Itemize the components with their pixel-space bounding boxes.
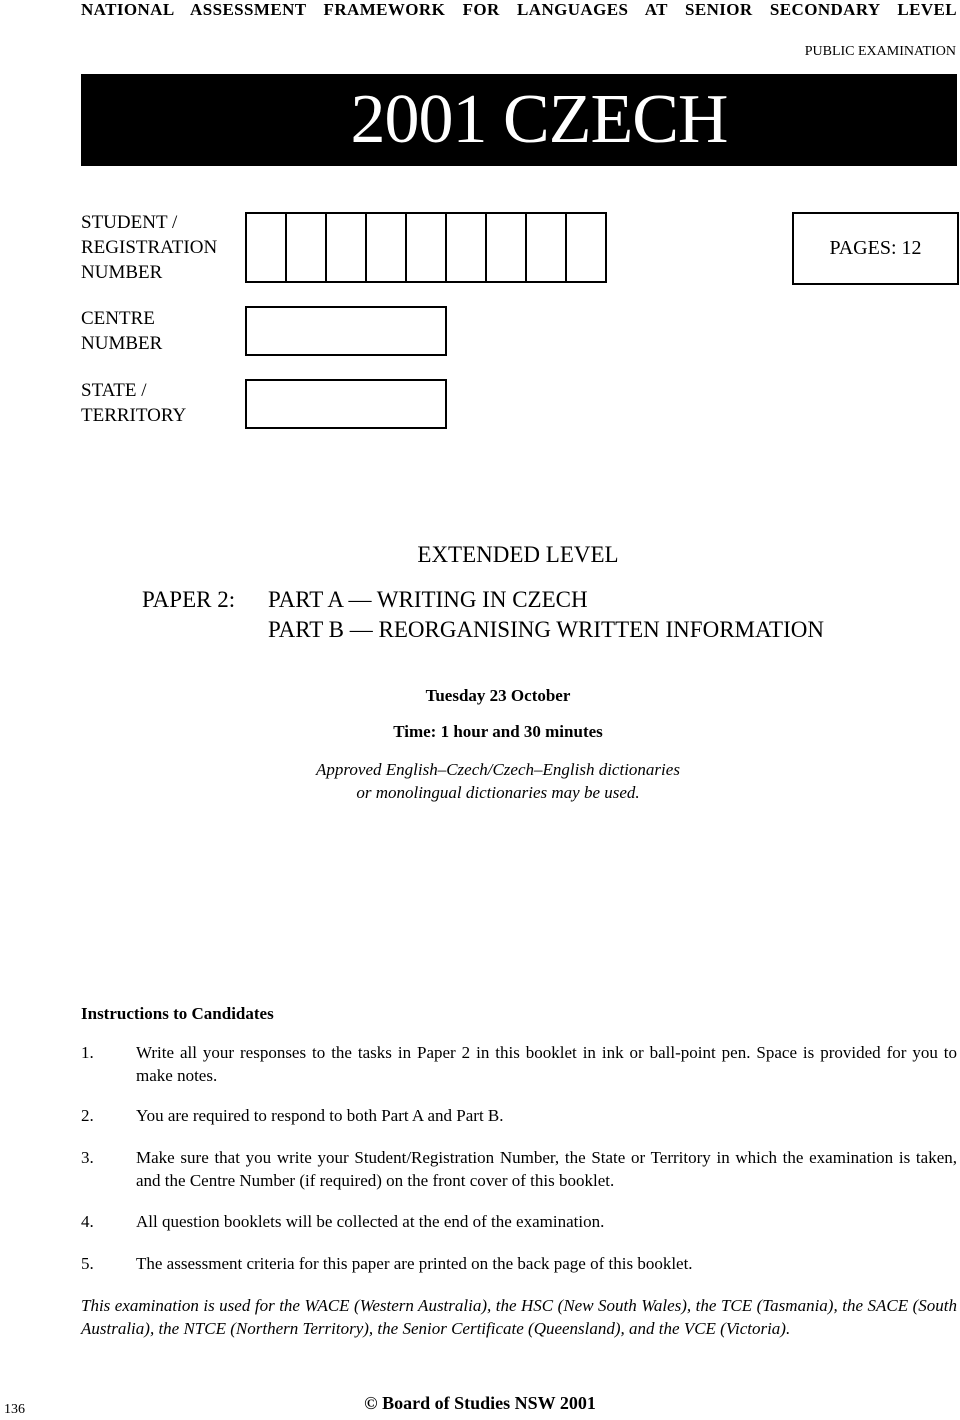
registration-digit-box[interactable] [367, 212, 407, 283]
instruction-item [81, 1104, 957, 1127]
instruction-number: 4. [81, 1212, 94, 1231]
student-label-line-1: STUDENT / [81, 212, 178, 233]
instruction-item [81, 1252, 957, 1275]
student-label-line-2: REGISTRATION [81, 237, 218, 258]
public-examination-label: PUBLIC EXAMINATION [804, 44, 956, 59]
registration-digit-box[interactable] [327, 212, 367, 283]
title-banner [81, 74, 957, 166]
instruction-text: All question booklets will be collected at the end of the examination. [136, 1212, 605, 1231]
instruction-text: Write all your responses to the tasks in Paper 2 in this booklet in ink or ball-point pen. Space is provided for you to make notes. [136, 1043, 957, 1085]
centre-number-label [81, 306, 162, 356]
examination-usage-note: This examination is used for the WACE (Western Australia), the HSC (New South Wales), the TCE (Tasmania), the SACE (South Australia), the NTCE (Northern Territory), the Senior Certificate (Queensland), and the VCE (Victoria). [81, 1296, 957, 1338]
registration-digit-box[interactable] [287, 212, 327, 283]
instruction-number: 2. [81, 1106, 94, 1125]
part-b-heading: PART B — REORGANISING WRITTEN INFORMATION [268, 617, 824, 642]
registration-digit-box[interactable] [567, 212, 607, 283]
instruction-text: You are required to respond to both Part A and Part B. [136, 1106, 504, 1125]
dictionaries-note-line-1: Approved English–Czech/Czech–English dictionaries [316, 760, 680, 779]
instruction-text: The assessment criteria for this paper are printed on the back page of this booklet. [136, 1254, 693, 1273]
instruction-item [81, 1146, 957, 1192]
state-territory-box[interactable] [245, 379, 447, 429]
copyright-notice: © Board of Studies NSW 2001 [364, 1393, 596, 1413]
pages-count-box: PAGES: 12 [792, 212, 959, 285]
student-label-line-3: NUMBER [81, 262, 163, 283]
exam-time: Time: 1 hour and 30 minutes [393, 722, 603, 741]
paper-label: PAPER 2: [142, 587, 236, 612]
centre-label-line-1: CENTRE [81, 308, 155, 329]
state-territory-label [81, 378, 186, 428]
registration-digit-box[interactable] [527, 212, 567, 283]
student-registration-label [81, 210, 217, 285]
page-number: 136 [4, 1402, 25, 1417]
instruction-item [81, 1210, 957, 1233]
state-label-line-2: TERRITORY [81, 405, 187, 426]
registration-digit-box[interactable] [447, 212, 487, 283]
instruction-item [81, 1041, 957, 1087]
exam-date: Tuesday 23 October [425, 686, 571, 705]
state-label-line-1: STATE / [81, 380, 147, 401]
instructions-heading: Instructions to Candidates [81, 1004, 274, 1023]
part-a-heading: PART A — WRITING IN CZECH [268, 587, 588, 612]
instruction-number: 3. [81, 1148, 94, 1167]
registration-digit-box[interactable] [407, 212, 447, 283]
instruction-text: Make sure that you write your Student/Registration Number, the State or Territory in which the examination is taken, and the Centre Number (if required) on the front cover of this booklet. [136, 1148, 957, 1190]
registration-number-boxes [245, 212, 607, 283]
instruction-number: 1. [81, 1043, 94, 1062]
registration-digit-box[interactable] [247, 212, 287, 283]
dictionaries-note-line-2: or monolingual dictionaries may be used. [356, 783, 640, 802]
registration-digit-box[interactable] [487, 212, 527, 283]
exam-title: 2001 CZECH [350, 81, 728, 158]
centre-number-box[interactable] [245, 306, 447, 356]
centre-label-line-2: NUMBER [81, 333, 163, 354]
extended-level-heading: EXTENDED LEVEL [417, 542, 619, 567]
instruction-number: 5. [81, 1254, 94, 1273]
framework-header: NATIONAL ASSESSMENT FRAMEWORK FOR LANGUAGES AT SENIOR SECONDARY LEVEL [81, 0, 957, 19]
